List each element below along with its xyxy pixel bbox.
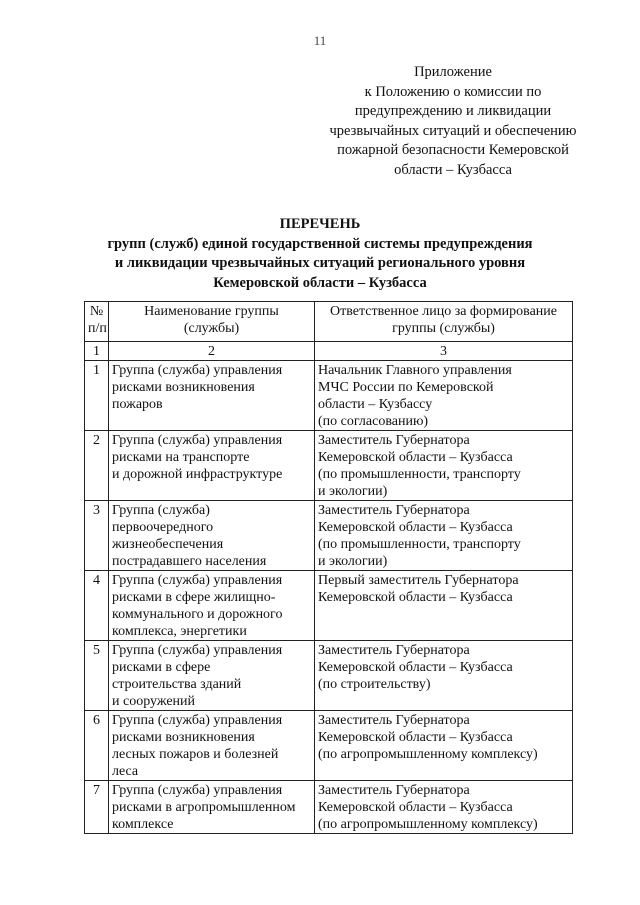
row-number: 6 [85,711,109,781]
header-responsible-line: Ответственное лицо за формирование [330,304,557,319]
responsible-line: Заместитель Губернатора [318,643,470,658]
header-name [109,302,315,342]
responsible-line: Кемеровской области – Кузбасса [318,800,513,815]
responsible-line: Кемеровской области – Кузбасса [318,520,513,535]
header-name-line: (службы) [183,321,240,336]
group-name-line: первоочередного [112,520,214,535]
group-name-cell [109,361,315,431]
table-row [85,711,573,781]
column-number: 3 [315,342,573,361]
group-name-line: Группа (служба) управления [112,783,283,798]
row-number: 5 [85,641,109,711]
title-line: и ликвидации чрезвычайных ситуаций регионального уровня [114,255,526,271]
responsible-line: (по промышленности, транспорту [318,467,521,482]
responsible-cell [315,641,573,711]
responsible-line: Кемеровской области – Кузбасса [318,660,513,675]
group-name-cell [109,501,315,571]
appendix-line: области – Кузбасса [394,161,512,178]
group-name-line: пострадавшего населения [112,554,267,569]
document-title [60,215,580,293]
group-name-line: Группа (служба) [112,503,210,518]
group-name-cell [109,781,315,834]
title-line: Кемеровской области – Кузбасса [213,274,427,291]
responsible-line: Заместитель Губернатора [318,503,470,518]
table-row [85,431,573,501]
group-name-line: рисками возникновения [112,380,255,395]
responsible-line: (по промышленности, транспорту [318,537,521,552]
group-name-line: Группа (служба) управления [112,643,283,658]
column-number-row [85,342,573,361]
table-body [85,361,573,834]
group-name-line: леса [112,764,139,779]
responsible-line: Заместитель Губернатора [318,713,470,728]
responsible-line: Заместитель Губернатора [318,783,470,798]
table-header-row [85,302,573,342]
table-row [85,781,573,834]
responsible-cell [315,361,573,431]
responsible-line: Заместитель Губернатора [318,433,470,448]
page-number: 11 [313,33,327,48]
header-responsible [315,302,573,342]
table-row [85,641,573,711]
group-name-cell [109,431,315,501]
responsible-cell [315,431,573,501]
group-name-line: рисками на транспорте [112,450,250,465]
group-name-line: жизнеобеспечения [112,537,224,552]
group-name-line: рисками в агропромышленном [112,800,296,815]
group-name-line: строительства зданий [112,677,242,692]
header-num [85,302,109,342]
groups-table [84,301,573,834]
column-number: 2 [109,342,315,361]
appendix-line: Приложение [414,64,492,80]
group-name-line: коммунального и дорожного [112,607,283,622]
title-heading: ПЕРЕЧЕНЬ [279,216,361,232]
group-name-cell [109,641,315,711]
group-name-line: Группа (служба) управления [112,433,283,448]
column-number: 1 [85,342,109,361]
responsible-line: и экологии) [318,554,388,569]
row-number: 3 [85,501,109,571]
responsible-line: Кемеровской области – Кузбасса [318,450,513,465]
responsible-cell [315,711,573,781]
responsible-line: (по агропромышленному комплексу) [318,817,538,832]
header-num-line: № [89,304,104,319]
responsible-line: Кемеровской области – Кузбасса [318,730,513,745]
group-name-line: и дорожной инфраструктуре [112,467,283,482]
responsible-line: области – Кузбассу [318,397,433,412]
row-number: 2 [85,431,109,501]
group-name-line: рисками в сфере жилищно- [112,590,276,605]
responsible-cell [315,571,573,641]
responsible-line: Кемеровской области – Кузбасса [318,590,513,605]
group-name-line: рисками в сфере [112,660,211,675]
responsible-line: МЧС России по Кемеровской [318,380,494,395]
table-row [85,361,573,431]
title-line: групп (служб) единой государственной системы предупреждения [107,235,533,252]
responsible-cell [315,781,573,834]
row-number: 1 [85,361,109,431]
group-name-line: Группа (служба) управления [112,363,283,378]
row-number: 4 [85,571,109,641]
header-num-line: п/п [88,321,107,336]
group-name-line: пожаров [112,397,163,412]
header-responsible-line: группы (службы) [392,321,495,336]
responsible-line: (по строительству) [318,677,431,692]
appendix-note [318,63,588,180]
group-name-cell [109,571,315,641]
group-name-line: комплексе [112,817,174,832]
group-name-line: лесных пожаров и болезней [112,747,279,762]
responsible-line: и экологии) [318,484,388,499]
appendix-line: пожарной безопасности Кемеровской [337,142,569,158]
group-name-cell [109,711,315,781]
responsible-cell [315,501,573,571]
group-name-line: комплекса, энергетики [112,624,247,639]
table-row [85,571,573,641]
responsible-line: Начальник Главного управления [318,363,512,378]
group-name-line: Группа (служба) управления [112,713,283,728]
table-row [85,501,573,571]
responsible-line: Первый заместитель Губернатора [318,573,519,588]
appendix-line: предупреждению и ликвидации [354,103,552,119]
responsible-line: (по согласованию) [318,414,429,429]
group-name-line: Группа (служба) управления [112,573,283,588]
responsible-line: (по агропромышленному комплексу) [318,747,538,762]
group-name-line: рисками возникновения [112,730,255,745]
group-name-line: и сооружений [112,694,196,709]
appendix-line: чрезвычайных ситуаций и обеспечению [329,122,577,139]
appendix-line: к Положению о комиссии по [364,83,542,100]
header-name-line: Наименование группы [144,304,279,319]
row-number: 7 [85,781,109,834]
